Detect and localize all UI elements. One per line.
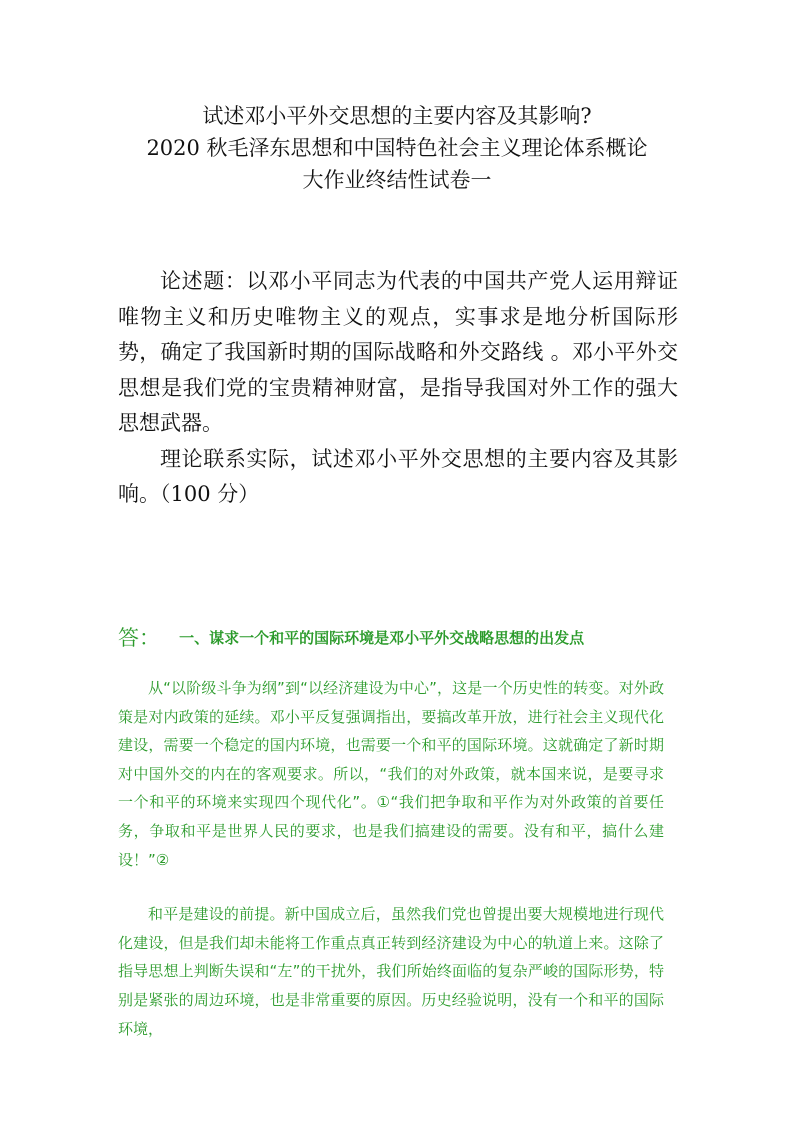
title-line-3: 大作业终结性试卷一 [302,168,492,192]
title-line-1: 试述邓小平外交思想的主要内容及其影响? [202,104,592,128]
question-paragraph-1: 论述题：以邓小平同志为代表的中国共产党人运用辩证唯物主义和历史唯物主义的观点，实事求是地分析国际形势，确定了我国新时期的国际战略和外交路线 。邓小平外交思想是我们党的宝贵精神财富，是指导我国对外工作的强大思想武器。 [118,269,678,435]
question-section [118,264,678,513]
answer-label: 答： [118,626,160,650]
answer-body [118,674,664,1069]
answer-header [118,622,718,652]
section-heading: 一、谋求一个和平的国际环境是邓小平外交战略思想的出发点 [179,629,585,647]
document-title [0,100,794,196]
answer-paragraph-1: 从“以阶级斗争为纲”到“以经济建设为中心”，这是一个历史性的转变。对外政策是对内政策的延续。邓小平反复强调指出，要搞改革开放，进行社会主义现代化建设，需要一个稳定的国内环境，也需要一个和平的国际环境。这就确定了新时期对中国外交的内在的客观要求。所以，“我们的对外政策，就本国来说，是要寻求一个和平的环境来实现四个现代化”。①“我们把争取和平作为对外政策的首要任务，争取和平是世界人民的要求，也是我们搞建设的需要。没有和平，搞什么建设！”② [118,679,664,869]
question-paragraph-2: 理论联系实际，试述邓小平外交思想的主要内容及其影响。（100 分） [118,446,678,506]
title-line-2: 2020 秋毛泽东思想和中国特色社会主义理论体系概论 [146,136,648,160]
answer-paragraph-2: 和平是建设的前提。新中国成立后，虽然我们党也曾提出要大规模地进行现代化建设，但是我们却未能将工作重点真正转到经济建设为中心的轨道上来。这除了指导思想上判断失误和“左”的干扰外，我们所始终面临的复杂严峻的国际形势，特别是紧张的周边环境，也是非常重要的原因。历史经验说明，没有一个和平的国际环境， [118,905,664,1038]
